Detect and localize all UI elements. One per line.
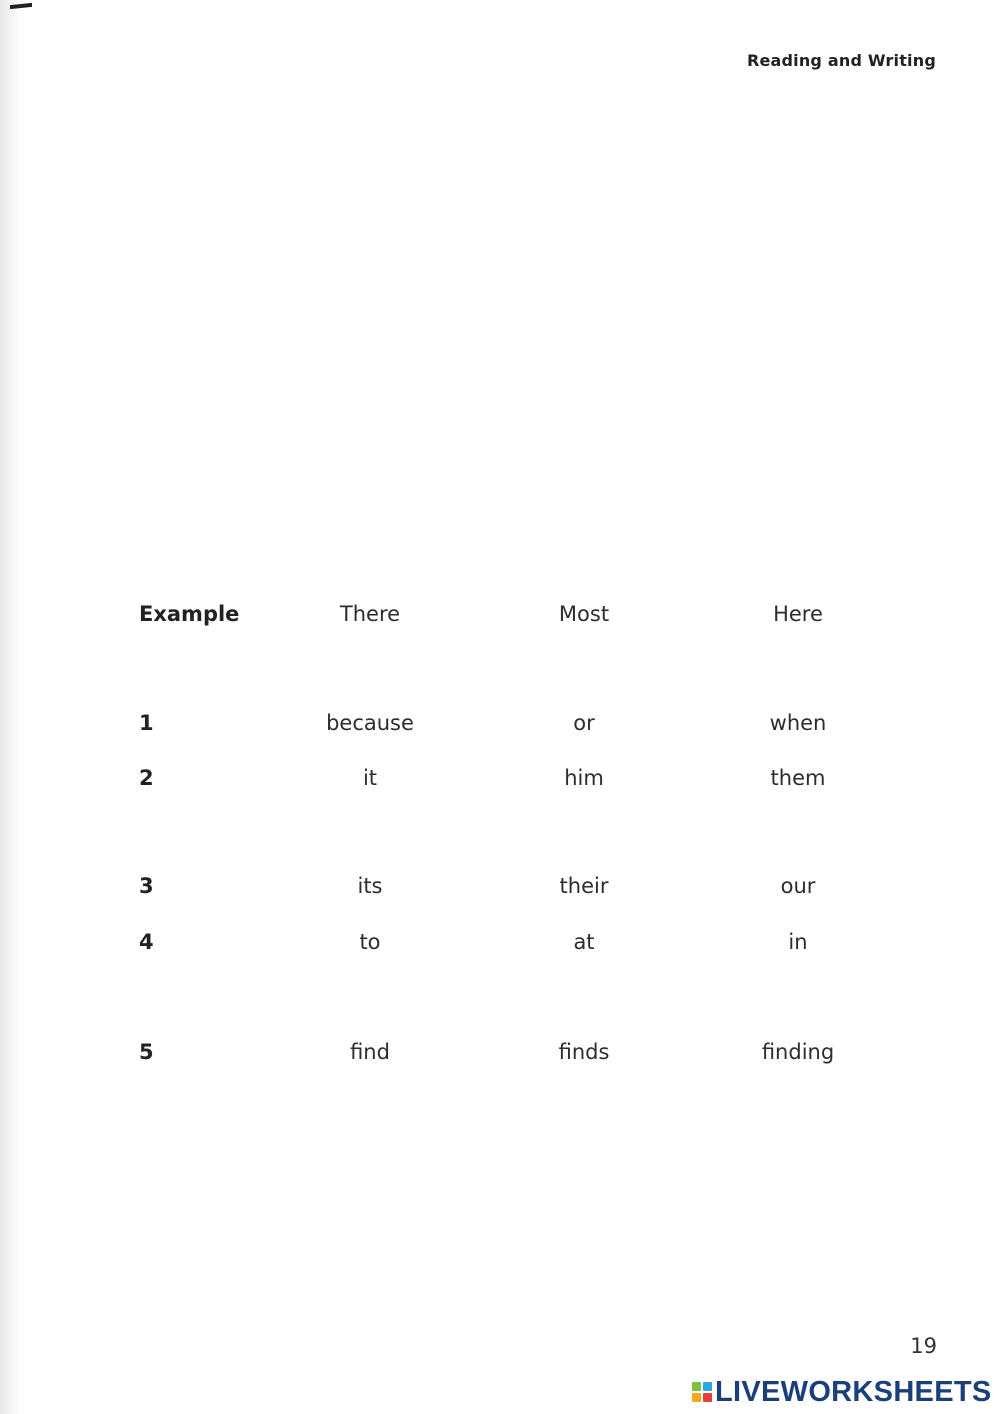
option-a[interactable]: its [357, 874, 383, 898]
row-label: 3 [139, 874, 154, 898]
option-c[interactable]: Here [773, 602, 823, 626]
option-a[interactable]: There [339, 602, 401, 626]
option-a[interactable]: find [350, 1040, 390, 1064]
row-3 [0, 866, 1000, 906]
option-c[interactable]: finding [761, 1040, 835, 1064]
logo-square [703, 1393, 712, 1402]
option-b[interactable]: their [559, 874, 609, 898]
page-number: 19 [910, 1334, 937, 1358]
row-label: 2 [139, 766, 154, 790]
row-label: 1 [139, 711, 154, 735]
row-label: Example [139, 602, 240, 626]
option-b[interactable]: him [564, 766, 604, 790]
row-4 [0, 922, 1000, 962]
option-b[interactable]: or [573, 711, 595, 735]
row-example [0, 594, 1000, 634]
option-b[interactable]: finds [558, 1040, 610, 1064]
liveworksheets-logo [692, 1372, 992, 1412]
option-b[interactable]: Most [558, 602, 610, 626]
row-label: 5 [139, 1040, 154, 1064]
logo-square [692, 1382, 701, 1391]
logo-text: LIVEWORKSHEETS [715, 1375, 992, 1408]
row-1 [0, 703, 1000, 743]
option-c[interactable]: when [769, 711, 827, 735]
row-label: 4 [139, 930, 154, 954]
option-c[interactable]: in [788, 930, 808, 954]
option-a[interactable]: it [362, 766, 378, 790]
option-a[interactable]: because [326, 711, 414, 735]
logo-square [692, 1393, 701, 1402]
option-c[interactable]: them [770, 766, 826, 790]
option-b[interactable]: at [573, 930, 595, 954]
section-title: Reading and Writing [746, 51, 936, 70]
row-5 [0, 1032, 1000, 1072]
option-a[interactable]: to [359, 930, 381, 954]
logo-square [703, 1382, 712, 1391]
logo-squares-icon [692, 1382, 712, 1402]
row-2 [0, 758, 1000, 798]
option-c[interactable]: our [780, 874, 816, 898]
